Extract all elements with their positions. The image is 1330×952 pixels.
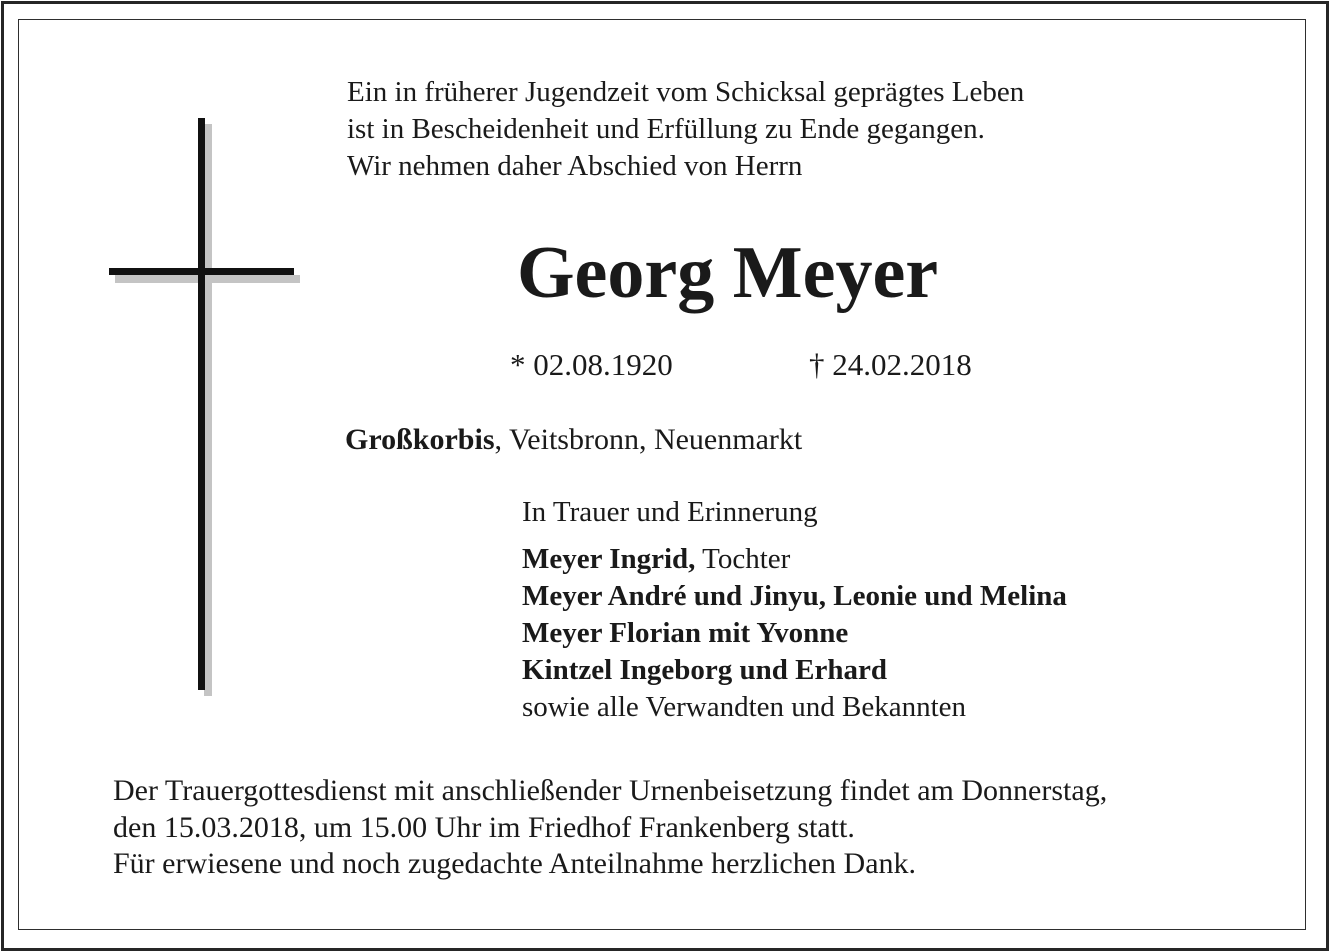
deceased-name: Georg Meyer [517, 232, 939, 314]
place-primary: Großkorbis [345, 423, 495, 456]
service-line-1: Der Trauergottesdienst mit anschließender Urnenbeisetzung findet am Donnerstag, [113, 774, 1108, 807]
cross-vertical-bar [198, 118, 205, 690]
family-closing: sowie alle Verwandten und Bekannten [522, 691, 967, 723]
family-member-relation: Tochter [695, 543, 791, 575]
cross-horizontal-bar [109, 268, 294, 275]
family-member-name: Kintzel Ingeborg und Erhard [522, 654, 887, 686]
family-member-name: Meyer André und Jinyu, Leonie und Melina [522, 580, 1067, 612]
family-member [522, 578, 1067, 614]
service-line-2: den 15.03.2018, um 15.00 Uhr im Friedhof Frankenberg statt. [113, 811, 855, 844]
place-others: , Veitsbronn, Neuenmarkt [494, 423, 803, 456]
birth-date: * 02.08.1920 [510, 347, 673, 382]
cross-vertical-shadow [204, 124, 212, 696]
family-member-name: Meyer Florian mit Yvonne [522, 617, 849, 649]
intro-line-2: ist in Bescheidenheit und Erfüllung zu Ende gegangen. [347, 113, 985, 145]
family-member [522, 541, 790, 577]
thanks-line: Für erwiesene und noch zugedachte Anteilnahme herzlichen Dank. [113, 847, 917, 880]
intro-line-3: Wir nehmen daher Abschied von Herrn [347, 150, 803, 182]
family-member [522, 652, 887, 688]
family-member-name: Meyer Ingrid, [522, 543, 696, 575]
places-line [345, 422, 802, 458]
cross-horizontal-shadow [115, 275, 300, 283]
death-date: † 24.02.2018 [809, 347, 972, 382]
intro-line-1: Ein in früherer Jugendzeit vom Schicksal geprägtes Leben [347, 76, 1025, 108]
family-heading: In Trauer und Erinnerung [522, 496, 818, 528]
family-member [522, 615, 848, 651]
